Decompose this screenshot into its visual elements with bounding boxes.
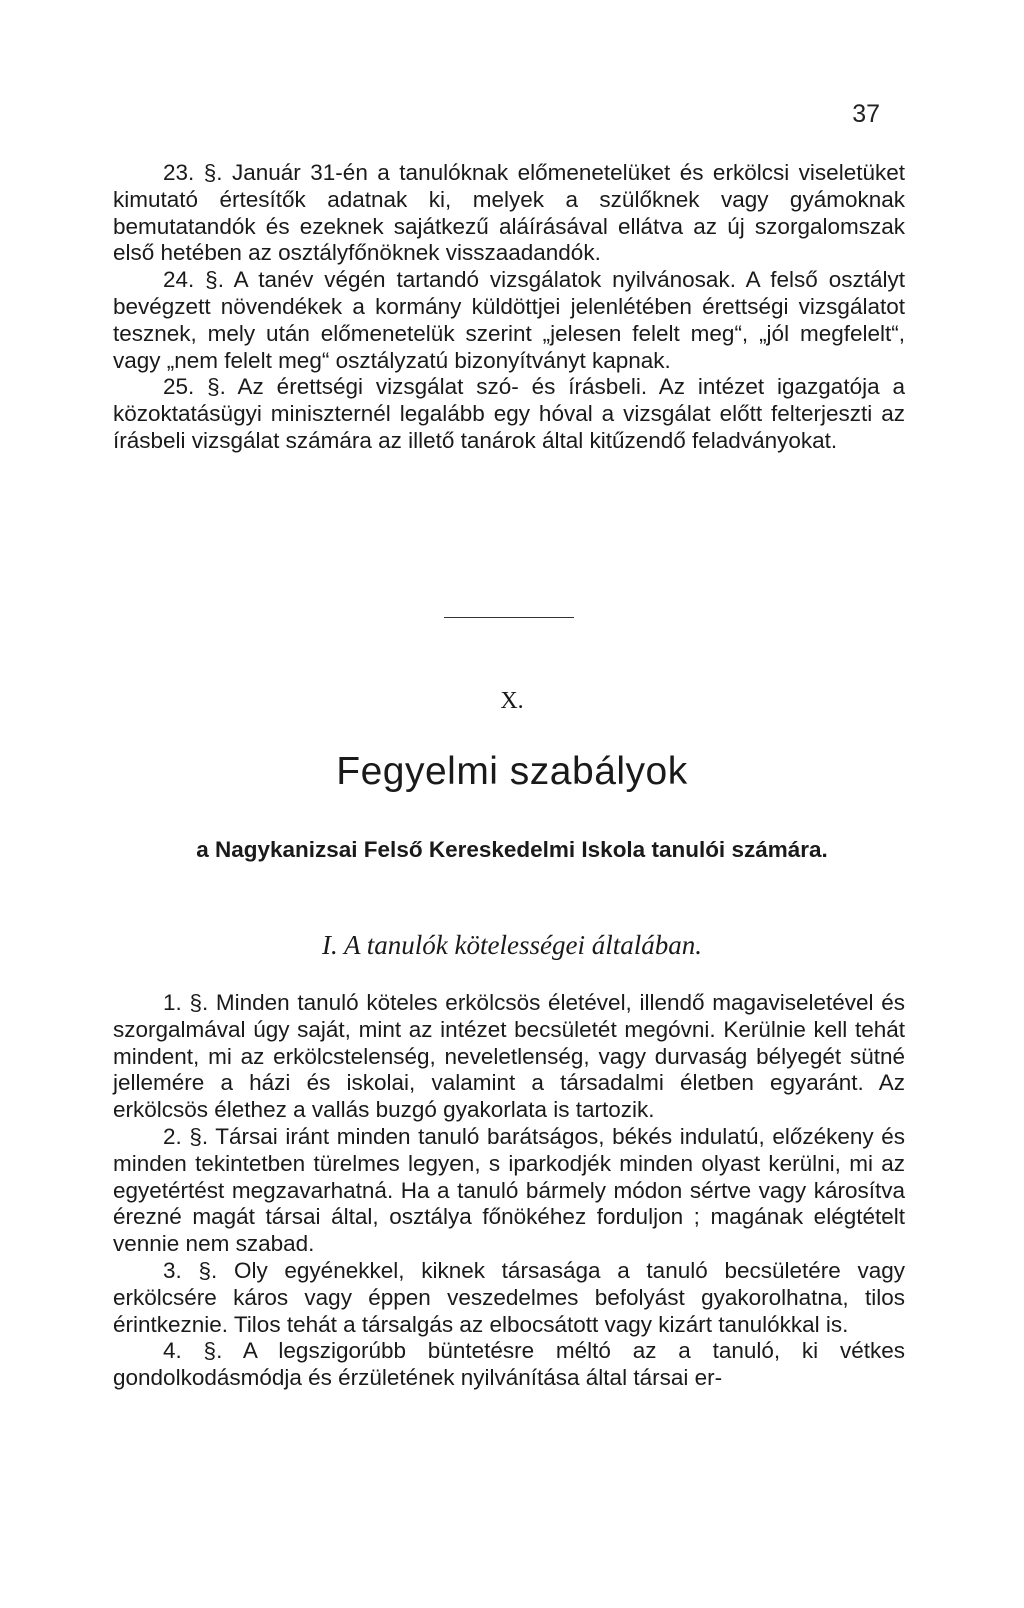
paragraph-group-bottom xyxy=(113,990,905,1392)
paragraph-1: 1. §. Minden tanuló köteles erkölcsös életével, illendő magaviseletével és szorgalmával úgy saját, mint az intézet becsületét megóvni. Kerülnie kell tehát mindent, mi az erkölcstelenség, neveletlenség, vagy durvaság bélyegét sütné jellemére a házi és iskolai, valamint a társadalmi életben egyaránt. Az erkölcsös élethez a vallás buzgó gyakorlata is tartozik. xyxy=(113,990,905,1123)
chapter-subtitle: a Nagykanizsai Felső Kereskedelmi Iskola tanulói számára. xyxy=(196,837,828,862)
paragraph-4: 4. §. A legszigorúbb büntetésre méltó az a tanuló, ki vétkes gondolkodásmódja és érzületének nyilvánítása által társai er- xyxy=(113,1338,905,1391)
chapter-number: X. xyxy=(500,688,524,714)
paragraph-2: 2. §. Társai iránt minden tanuló barátságos, békés indulatú, előzékeny és minden tekintetben türelmes legyen, s iparkodjék minden olyast kerülni, mi az egyetértést megzavarhatná. Ha a tanuló bármely módon sértve vagy károsítva érezné magát társai által, osztálya főnökéhez forduljon ; magának elégtételt vennie nem szabad. xyxy=(113,1123,905,1257)
page-number: 37 xyxy=(852,100,880,128)
paragraph-group-top xyxy=(113,160,905,455)
paragraph-3: 3. §. Oly egyénekkel, kiknek társasága a tanuló becsületére vagy erkölcsére káros vagy éppen veszedelmes befolyást gyakorolhatna, tilos érintkeznie. Tilos tehát a társalgás az elbocsátott vagy kizárt tanulókkal is. xyxy=(113,1257,905,1337)
section-heading: I. A tanulók kötelességei általában. xyxy=(322,930,702,960)
paragraph-24: 24. §. A tanév végén tartandó vizsgálatok nyilvánosak. A felső osztályt bevégzett növendékek a kormány küldöttjei jelenlétében érettségi vizsgálatot tesznek, mely után előmenetelük szerint „jelesen felelt meg“, „jól megfelelt“, vagy „nem felelt meg“ osztályzatú bizonyítványt kapnak. xyxy=(113,267,905,373)
paragraph-25: 25. §. Az érettségi vizsgálat szó- és írásbeli. Az intézet igazgatója a közoktatásügyi miniszternél legalább egy hóval a vizsgálat előtt felterjeszti az írásbeli vizsgálat számára az illető tanárok által kitűzendő feladványokat. xyxy=(113,374,905,453)
chapter-title: Fegyelmi szabályok xyxy=(336,750,688,793)
section-separator xyxy=(444,617,574,618)
paragraph-23: 23. §. Január 31-én a tanulóknak előmenetelüket és erkölcsi viseletüket kimutató értesítők adatnak ki, melyek a szülőknek vagy gyámoknak bemutatandók és ezeknek sajátkezű aláírásával ellátva az új szorgalomszak első hetében az osztályfőnöknek visszaadandók. xyxy=(113,160,905,266)
